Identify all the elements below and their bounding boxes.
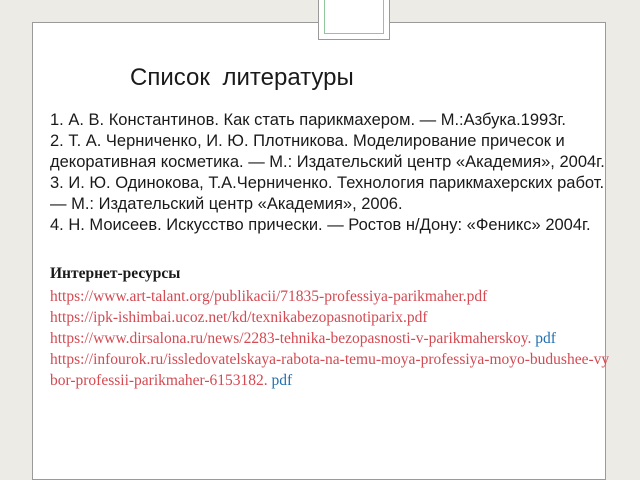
resource-link-tail: pdf	[271, 372, 293, 389]
resource-link[interactable]	[50, 286, 610, 307]
slide-title: Список литературы	[130, 64, 354, 91]
resource-link[interactable]	[50, 349, 610, 391]
reference-item: 3. И. Ю. Одинокова, Т.А.Черниченко. Технология парикмахерских работ. — М.: Издательский центр «Академия», 2006.	[50, 174, 605, 213]
decorative-tab	[318, 0, 390, 40]
resource-link-text: https://infourok.ru/issledovatelskaya-rabota-na-temu-moya-professiya-moyo-budushee-vybor-professii-parikmaher-6153182.	[50, 351, 610, 389]
internet-resources-heading: Интернет-ресурсы	[50, 265, 181, 282]
resource-link-tail: pdf	[535, 330, 556, 347]
resource-link-text: https://www.dirsalona.ru/news/2283-tehnika-bezopasnosti-v-parikmaherskoy.	[50, 330, 532, 347]
resource-link-text: https://ipk-ishimbai.ucoz.net/kd/texnikabezopasnotiparix.pdf	[50, 309, 428, 326]
reference-item: 2. Т. А. Черниченко, И. Ю. Плотникова. Моделирование причесок и декоративная косметика. — М.: Издательский центр «Академия», 2004г.	[50, 132, 605, 171]
internet-resources	[50, 263, 610, 391]
resource-link[interactable]	[50, 307, 610, 328]
reference-list	[50, 110, 605, 236]
reference-item: 1. А. В. Константинов. Как стать парикмахером. — М.:Азбука.1993г.	[50, 111, 566, 129]
resource-link-text: https://www.art-talant.org/publikacii/71835-professiya-parikmaher.pdf	[50, 288, 488, 305]
reference-item: 4. Н. Моисеев. Искусство прически. — Ростов н/Дону: «Феникс» 2004г.	[50, 216, 591, 234]
resource-link[interactable]	[50, 328, 610, 349]
